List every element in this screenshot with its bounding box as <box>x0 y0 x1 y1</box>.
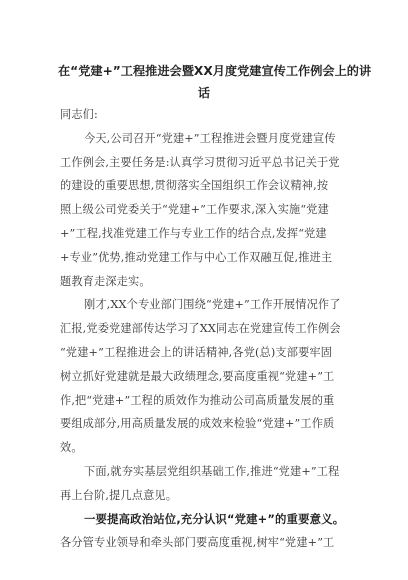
paragraph-line: 题教育走深走实。 <box>60 274 151 288</box>
paragraph-line: 今天,公司召开“党建+”工程推进会暨月度党建宣传 <box>84 131 336 145</box>
title-line-1: 在“党建+”工程推进会暨XX月度党建宣传工作例会上的讲 <box>58 64 372 78</box>
paragraph-line: 各分管专业领导和牵头部门要高度重视,树牢“党建+”工 <box>60 536 335 550</box>
paragraph-line: 作,把“党建+”工程的质效作为推动公司高质量发展的重 <box>60 393 335 407</box>
paragraph-line: 树立抓好党建就是最大政绩理念,要高度重视“党建+”工 <box>60 369 335 383</box>
paragraph-line: “党建+”工程推进会上的讲话精神,各党(总)支部要牢固 <box>60 345 333 359</box>
paragraph-line: +”工程,找准党建工作与专业工作的结合点,发挥“党建 <box>60 226 327 240</box>
paragraph-line: 要组成部分,用高质量发展的成效来检验“党建+”工作质 <box>60 417 335 431</box>
paragraph-1 <box>60 127 352 294</box>
paragraph-line: 工作例会,主要任务是:认真学习贯彻习近平总书记关于党 <box>60 155 340 169</box>
paragraph-line: +专业”优势,推动党建工作与中心工作双融互促,推进主 <box>60 250 333 264</box>
paragraph-2 <box>60 293 352 460</box>
section-heading: 一要提高政治站位,充分认识“党建+”的重要意义。 <box>84 511 345 526</box>
paragraph-line: 的建设的重要思想,贯彻落实全国组织工作会议精神,按 <box>60 179 329 193</box>
document-title <box>58 60 372 104</box>
paragraph-3 <box>60 460 352 508</box>
greeting: 同志们: <box>60 108 98 121</box>
document-body <box>60 103 352 555</box>
title-line-2: 话 <box>197 86 211 100</box>
paragraph-line: 下面,就夯实基层党组织基础工作,推进“党建+”工程 <box>84 464 340 478</box>
paragraph-line: 效。 <box>60 441 83 455</box>
paragraph-4 <box>60 531 352 555</box>
paragraph-line: 刚才,XX个专业部门围绕“党建+”工作开展情况作了 <box>84 298 341 312</box>
paragraph-line: 照上级公司党委关于“党建+”工作要求,深入实施“党建 <box>60 203 329 217</box>
paragraph-line: 再上台阶,提几点意见。 <box>60 488 178 502</box>
paragraph-line: 汇报,党委党建部传达学习了XX同志在党建宣传工作例会 <box>60 322 341 336</box>
